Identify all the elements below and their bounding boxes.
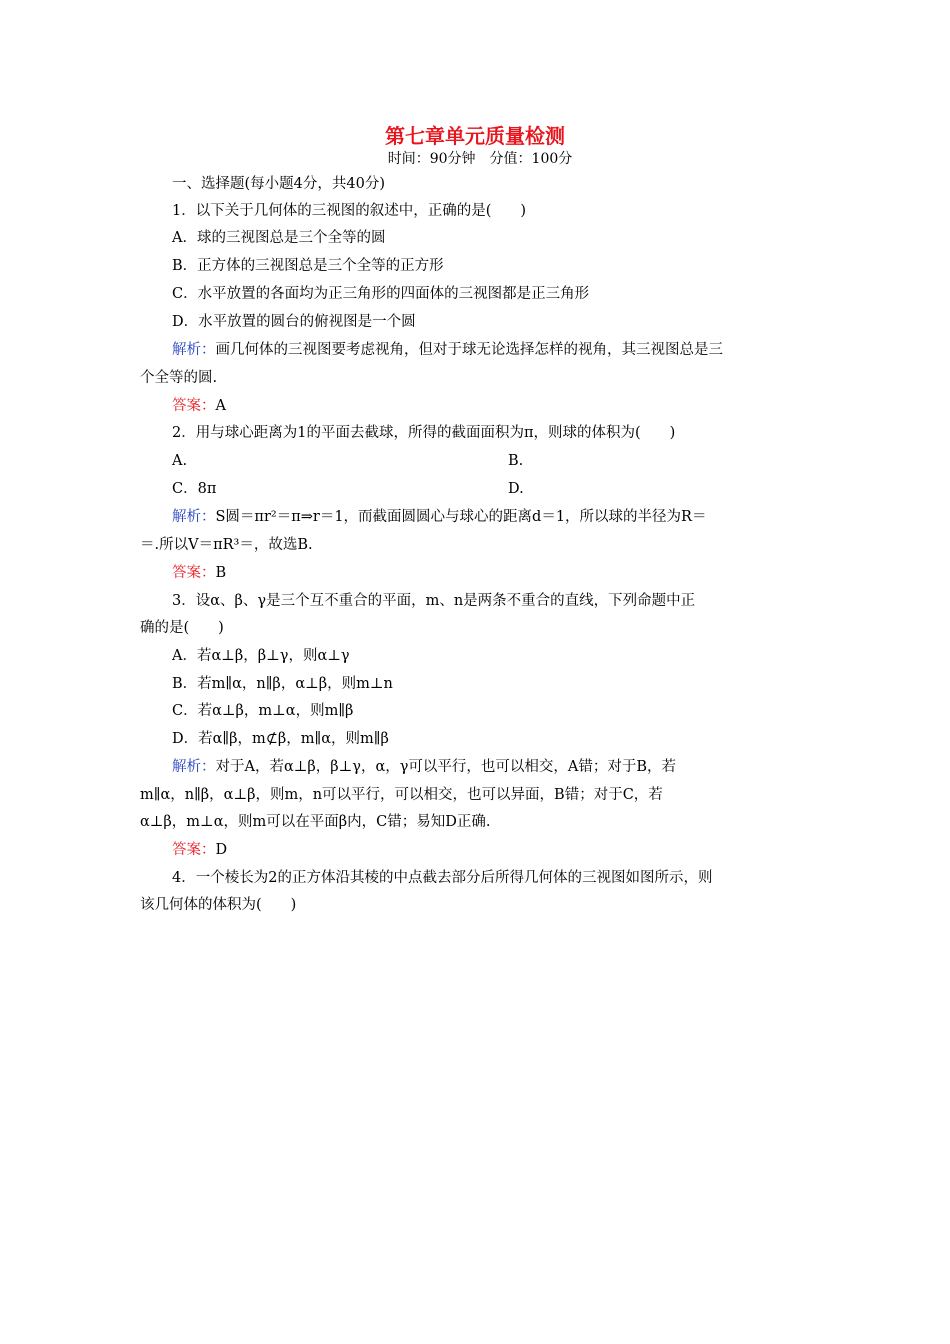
question-3-stem-cont: 确的是( ) [140,620,224,636]
q3-analysis-cont-1: m∥α，n∥β，α⊥β，则m，n可以平行，可以相交，也可以异面，B错；对于C，若 [140,787,663,803]
q3-option-d: D．若α∥β，m⊄β，m∥α，则m∥β [172,731,389,747]
question-1-stem: 1．以下关于几何体的三视图的叙述中，正确的是( ) [172,203,527,219]
analysis-label: 解析： [172,509,216,525]
q2-analysis-text: S圆＝πr²＝π⇒r＝1，而截面圆圆心与球心的距离d＝1，所以球的半径为R＝ [215,509,707,525]
q1-answer-value: A [215,398,226,414]
q1-analysis [172,340,723,360]
q1-option-d: D．水平放置的圆台的俯视图是一个圆 [172,314,416,330]
question-4-stem-cont: 该几何体的体积为( ) [140,897,297,913]
question-3-stem: 3．设α、β、γ是三个互不重合的平面，m、n是两条不重合的直线，下列命题中正 [172,593,696,609]
q1-option-a: A．球的三视图总是三个全等的圆 [172,230,386,246]
q3-option-b: B．若m∥α，n∥β，α⊥β，则m⊥n [172,676,393,692]
q1-option-b: B．正方体的三视图总是三个全等的正方形 [172,258,444,274]
q1-analysis-text: 画几何体的三视图要考虑视角，但对于球无论选择怎样的视角，其三视图总是三 [215,342,723,358]
q2-analysis-cont: ＝.所以V＝πR³＝，故选B. [140,537,313,553]
q3-analysis-text: 对于A，若α⊥β，β⊥γ，α，γ可以平行，也可以相交，A错；对于B，若 [215,759,677,775]
q3-option-a: A．若α⊥β，β⊥γ，则α⊥γ [172,648,350,664]
answer-label: 答案： [172,398,216,414]
question-4-stem: 4．一个棱长为2的正方体沿其棱的中点截去部分后所得几何体的三视图如图所示，则 [172,870,713,886]
q1-analysis-cont: 个全等的圆. [140,370,218,386]
q1-option-c: C．水平放置的各面均为正三角形的四面体的三视图都是正三角形 [172,286,590,302]
q3-option-c: C．若α⊥β，m⊥α，则m∥β [172,703,354,719]
q3-answer [172,840,227,860]
q3-answer-value: D [215,842,228,858]
analysis-label: 解析： [172,759,216,775]
q3-analysis-cont-2: α⊥β，m⊥α，则m可以在平面β内，C错；易知D正确. [140,814,491,830]
q1-answer [172,396,226,416]
q2-analysis [172,507,706,527]
answer-label: 答案： [172,842,216,858]
page-title: 第七章单元质量检测 [385,124,565,148]
q2-option-b: B. [508,453,524,469]
q2-answer-value: B [215,565,227,581]
exam-meta: 时间：90分钟 分值：100分 [387,151,573,167]
section-heading: 一、选择题(每小题4分，共40分) [172,176,385,192]
q2-option-d: D. [508,481,524,497]
question-2-stem: 2．用与球心距离为1的平面去截球，所得的截面面积为π，则球的体积为( ) [172,425,676,441]
q3-analysis [172,757,676,777]
q2-option-c: C．8π [172,481,217,497]
q2-answer [172,563,226,583]
analysis-label: 解析： [172,342,216,358]
q2-option-a: A. [172,453,188,469]
answer-label: 答案： [172,565,216,581]
